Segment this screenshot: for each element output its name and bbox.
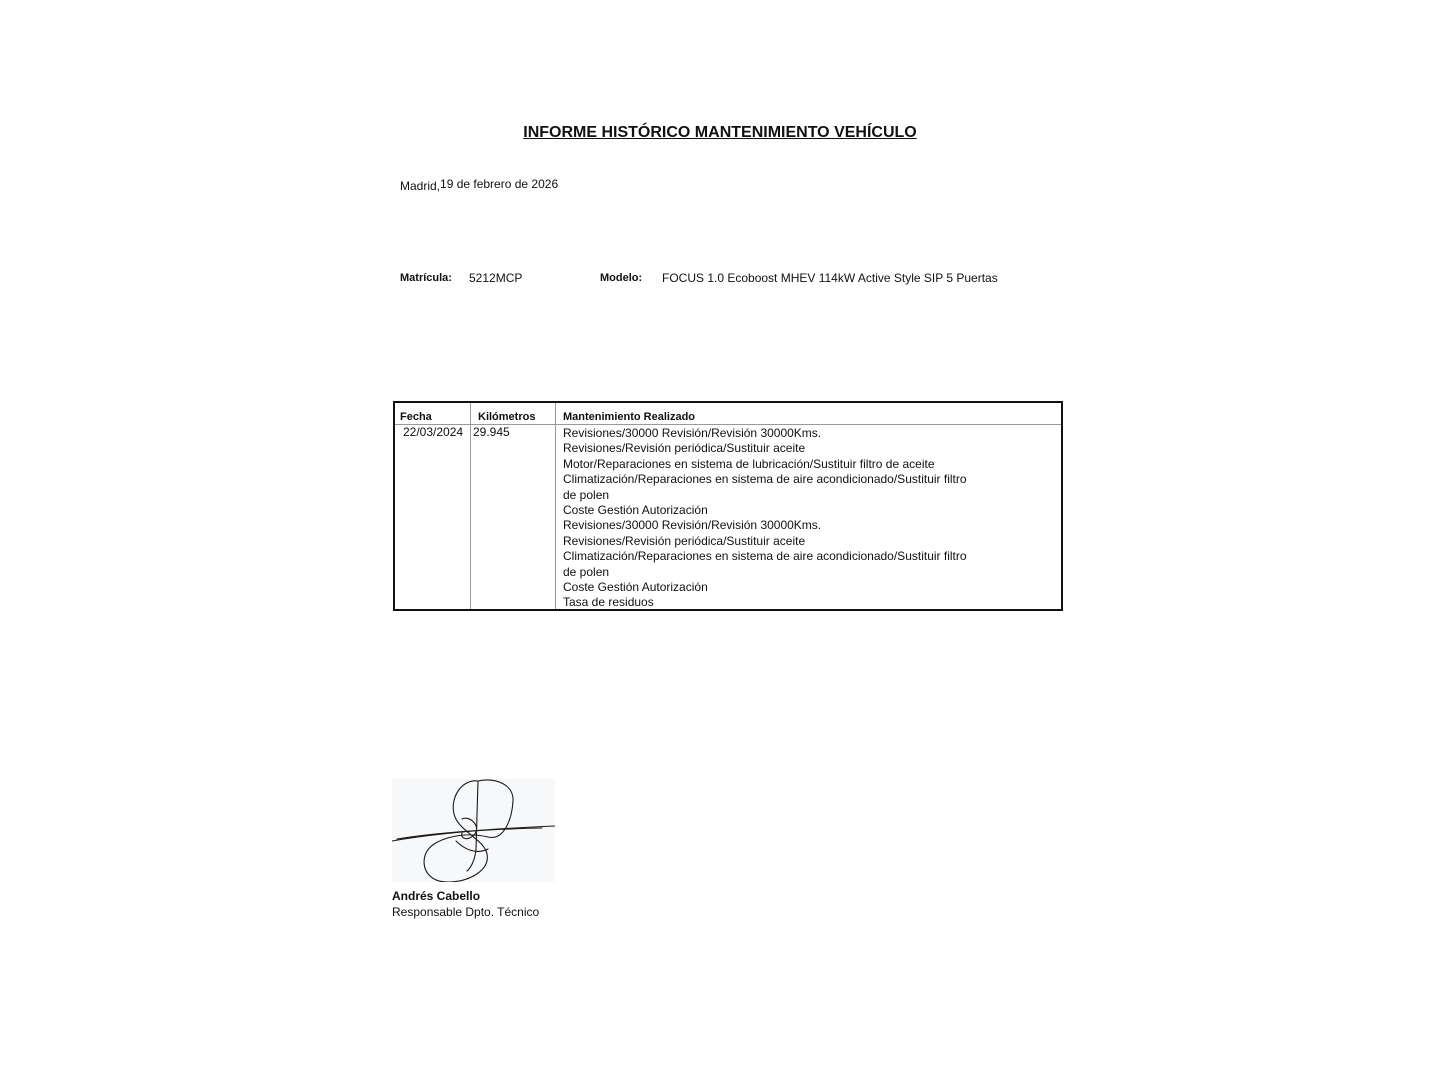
report-date: 19 de febrero de 2026: [440, 177, 559, 191]
list-item: Revisiones/30000 Revisión/Revisión 30000Kms.: [563, 518, 822, 533]
signature-drawing: [392, 779, 555, 882]
plate-value: 5212MCP: [469, 271, 523, 285]
row-km: 29.945: [473, 425, 510, 439]
signature-image: [392, 779, 555, 882]
date-line: [400, 177, 558, 191]
list-item: Motor/Reparaciones en sistema de lubricación/Sustituir filtro de aceite: [563, 456, 935, 471]
list-item: Tasa de residuos: [563, 595, 654, 610]
list-item: Climatización/Reparaciones en sistema de aire acondicionado/Sustituir filtro de polen: [563, 472, 967, 502]
column-divider: [555, 403, 556, 609]
list-item: Coste Gestión Autorización: [563, 580, 708, 595]
signer-name: Andrés Cabello: [392, 889, 481, 903]
header-fecha: Fecha: [400, 411, 432, 423]
list-item: Revisiones/Revisión periódica/Sustituir aceite: [563, 441, 806, 456]
model-label: Modelo:: [600, 272, 643, 284]
city: Madrid,: [400, 179, 441, 193]
column-divider: [470, 403, 471, 609]
maintenance-items: [563, 426, 983, 611]
list-item: Revisiones/Revisión periódica/Sustituir aceite: [563, 533, 806, 548]
list-item: Revisiones/30000 Revisión/Revisión 30000Kms.: [563, 426, 822, 440]
report-title: INFORME HISTÓRICO MANTENIMIENTO VEHÍCULO: [523, 124, 917, 141]
model-value: FOCUS 1.0 Ecoboost MHEV 114kW Active Style SIP 5 Puertas: [662, 271, 998, 285]
header-kilometros: Kilómetros: [478, 411, 536, 423]
signer-role: Responsable Dpto. Técnico: [392, 905, 540, 919]
plate-label: Matrícula:: [400, 272, 452, 284]
header-mantenimiento: Mantenimiento Realizado: [563, 411, 696, 423]
list-item: Coste Gestión Autorización: [563, 503, 708, 518]
row-date: 22/03/2024: [403, 425, 464, 439]
maintenance-table: [393, 401, 1063, 611]
list-item: Climatización/Reparaciones en sistema de aire acondicionado/Sustituir filtro de polen: [563, 549, 967, 579]
